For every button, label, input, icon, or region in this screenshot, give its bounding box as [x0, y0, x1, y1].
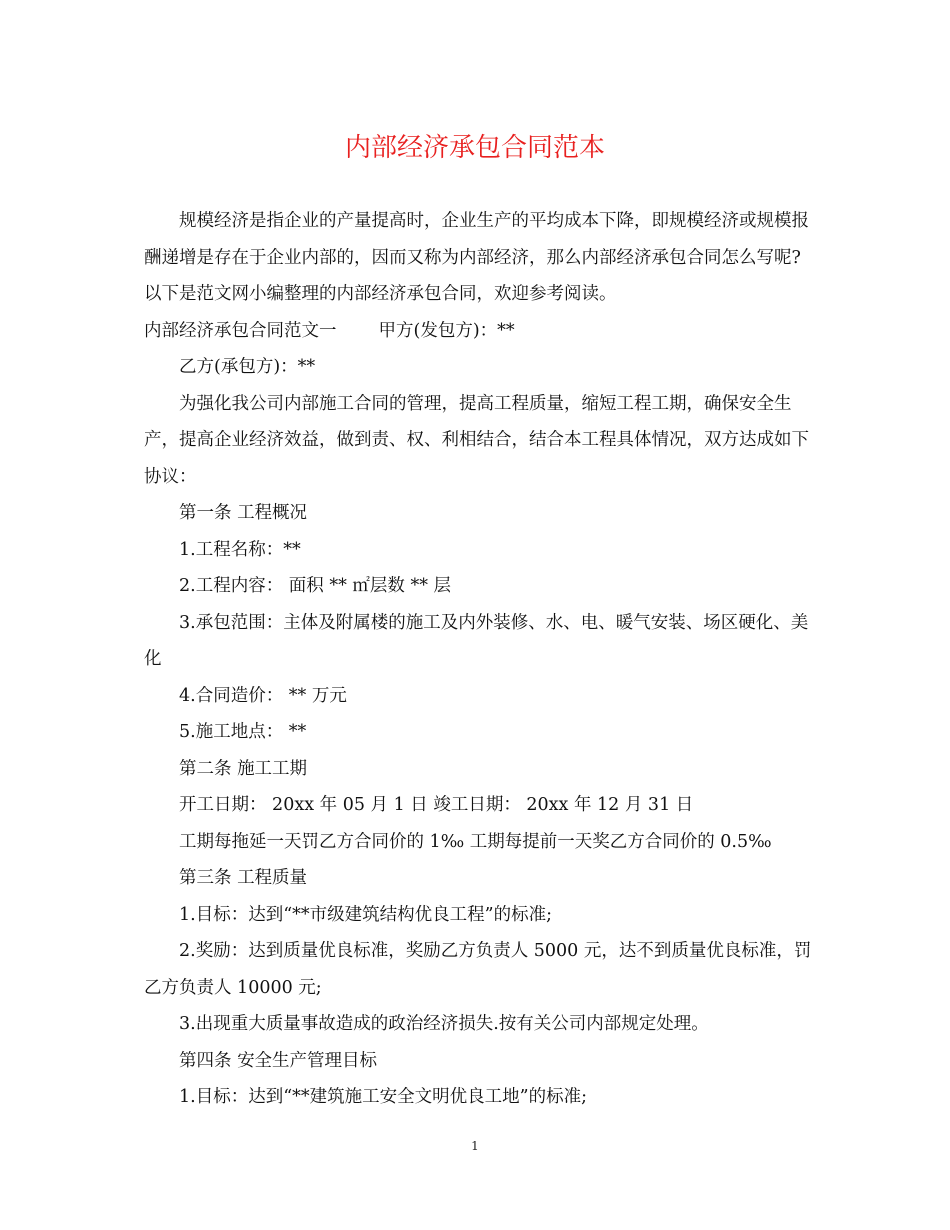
document-body [144, 203, 814, 1116]
article-2-item: 开工日期： 20xx 年 05 月 1 日 竣工日期： 20xx 年 12 月 31 日 [179, 795, 694, 815]
article-1-item: 3.承包范围：主体及附属楼的施工及内外装修、水、电、暖气安装、场区硬化、美化 [144, 612, 809, 669]
article-1-item: 1.工程名称：** [179, 539, 301, 560]
article-2-heading: 第二条 施工工期 [179, 758, 308, 779]
article-1-item: 4.合同造价： ** 万元 [179, 685, 347, 706]
document-title: 内部经济承包合同范本 [344, 133, 605, 163]
article-3-item: 3.出现重大质量事故造成的政治经济损失.按有关公司内部规定处理。 [179, 1014, 709, 1034]
article-2-item: 工期每拖延一天罚乙方合同价的 1‰ 工期每提前一天奖乙方合同价的 0.5‰ [179, 831, 772, 852]
purpose-paragraph: 为强化我公司内部施工合同的管理，提高工程质量，缩短工程工期，确保安全生产，提高企业经济效益，做到责、权、利相结合，结合本工程具体情况，双方达成如下协议： [144, 393, 809, 487]
party-a: 甲方(发包方)：** [378, 320, 515, 341]
article-3-item: 2.奖励：达到质量优良标准，奖励乙方负责人 5000 元，达不到质量优良标准，罚乙方负责人 10000 元; [144, 941, 812, 998]
page-number: 1 [471, 1139, 479, 1153]
article-1-item: 5.施工地点： ** [179, 722, 307, 742]
sample-heading: 内部经济承包合同范文一 [144, 320, 337, 341]
party-b: 乙方(承包方)：** [179, 357, 316, 377]
article-4-heading: 第四条 安全生产管理目标 [179, 1050, 378, 1071]
sample-party-line [144, 313, 814, 350]
article-4-item: 1.目标：达到“**建筑施工安全文明优良工地”的标准; [179, 1087, 587, 1107]
intro-paragraph: 规模经济是指企业的产量提高时，企业生产的平均成本下降，即规模经济或规模报酬递增是存在于企业内部的，因而又称为内部经济，那么内部经济承包合同怎么写呢?以下是范文网小编整理的内部经济承包合同，欢迎参考阅读。 [144, 211, 809, 304]
article-1-heading: 第一条 工程概况 [179, 503, 308, 523]
article-3-heading: 第三条 工程质量 [179, 868, 308, 888]
article-1-item: 2.工程内容： 面积 ** ㎡层数 ** 层 [179, 576, 452, 596]
article-3-item: 1.目标：达到“**市级建筑结构优良工程”的标准; [179, 904, 552, 925]
